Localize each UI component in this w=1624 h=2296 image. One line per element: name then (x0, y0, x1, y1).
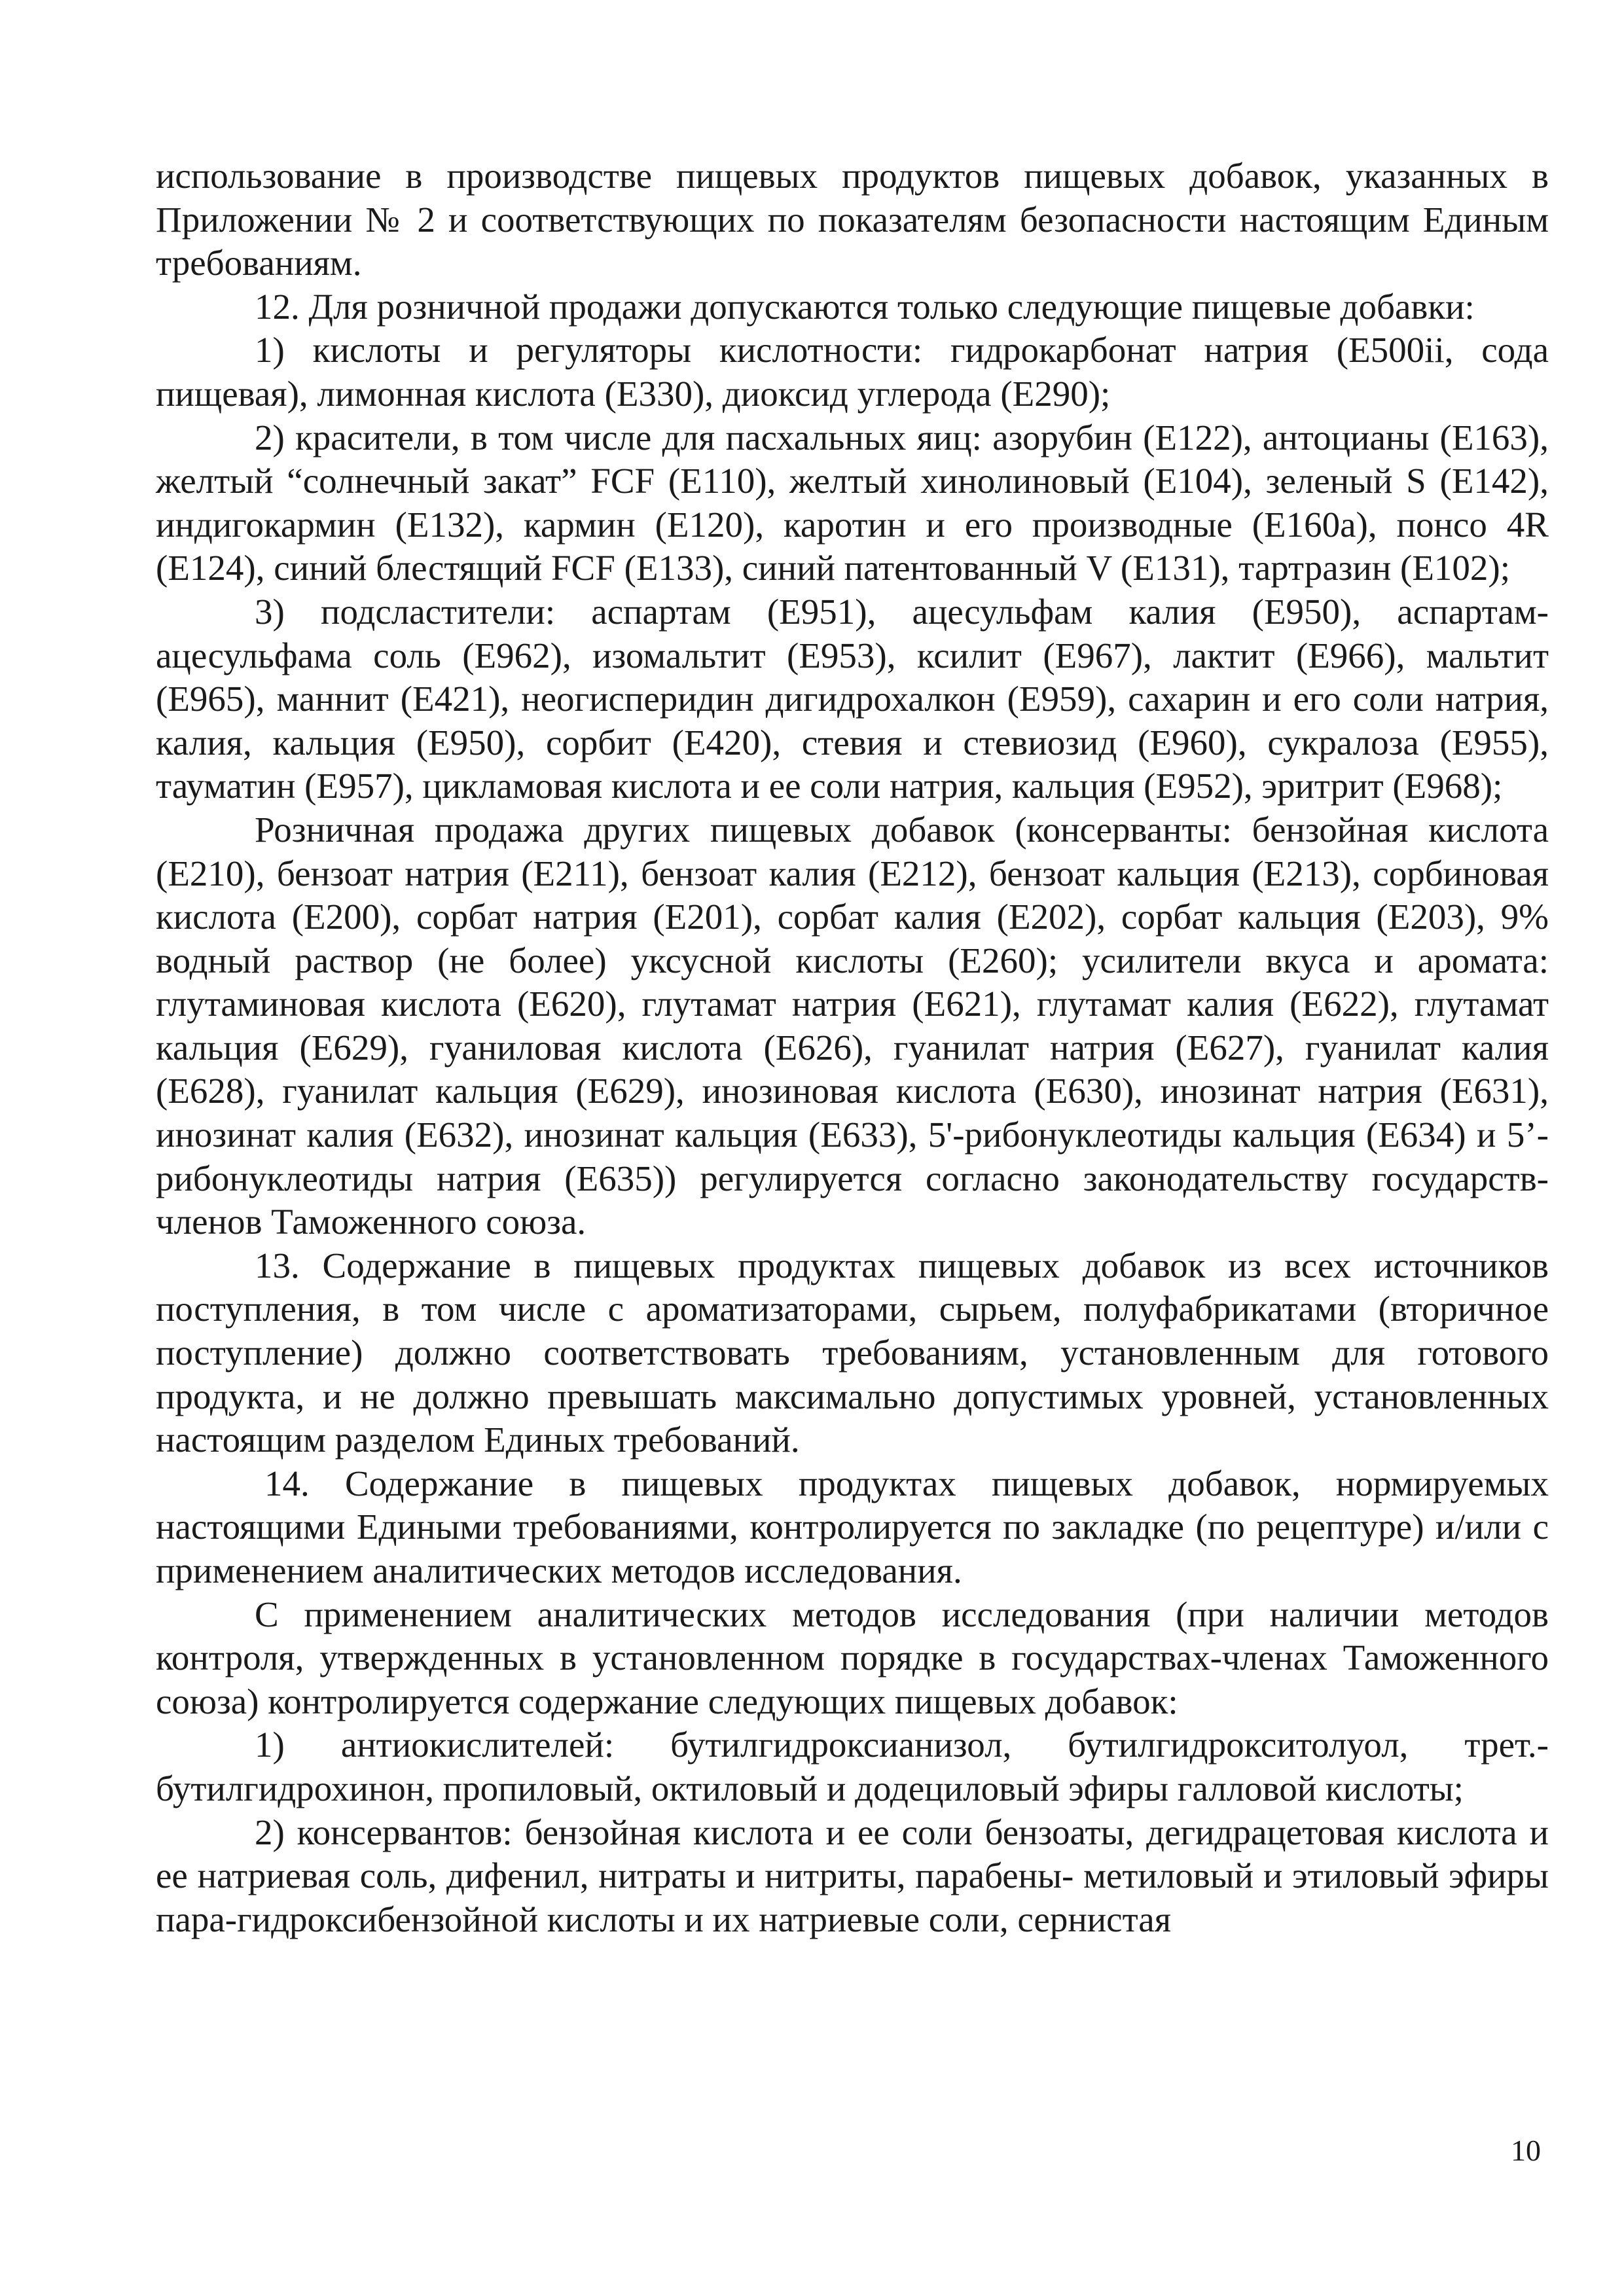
paragraph-retail-other: Розничная продажа других пищевых добавок (консерванты: бензойная кислота (Е210), бензоат натрия (Е211), бензоат калия (Е212), бензоат кальция (Е213), сорбиновая кислота (Е200), сорбат натрия (Е201), сорбат калия (Е202), сорбат кальция (Е203), 9% водный раствор (не более) уксусной кислоты (Е260); усилители вкуса и аромата: глутаминовая кислота (Е620), глутамат натрия (Е621), глутамат калия (Е622), глутамат кальция (Е629), гуаниловая кислота (Е626), гуанилат натрия (Е627), гуанилат калия (Е628), гуанилат кальция (Е629), инозиновая кислота (Е630), инозинат натрия (Е631), инозинат калия (Е632), инозинат кальция (Е633), 5'-рибонуклеотиды кальция (Е634) и 5’-рибонуклеотиды натрия (Е635)) регулируется согласно законодательству государств-членов Таможенного союза. (156, 809, 1549, 1242)
paragraph-item-13: 13. Содержание в пищевых продуктах пищевых добавок из всех источников поступления, в том числе с ароматизаторами, сырьем, полуфабрикатами (вторичное поступление) должно соответствовать требованиям, установленным для готового продукта, и не должно превышать максимально допустимых уровней, установленных настоящим разделом Единых требований. (156, 1245, 1549, 1460)
paragraph-acids: 1) кислоты и регуляторы кислотности: гидрокарбонат натрия (Е500ii, сода пищевая), лимонная кислота (Е330), диоксид углерода (Е290); (156, 330, 1549, 414)
paragraph-item-14: 14. Содержание в пищевых продуктах пищевых добавок, нормируемых настоящими Едиными требованиями, контролируется по закладке (по рецептуре) и/или с применением аналитических методов исследования. (156, 1463, 1549, 1590)
paragraph-colorants: 2) красители, в том числе для пасхальных яиц: азорубин (Е122), антоцианы (Е163), желтый “солнечный закат” FCF (Е110), желтый хинолиновый (Е104), зеленый S (Е142), индигокармин (Е132), кармин (Е120), каротин и его производные (Е160а), понсо 4R (Е124), синий блестящий FCF (Е133), синий патентованный V (Е131), тартразин (Е102); (156, 417, 1549, 588)
paragraph-analytical-methods: С применением аналитических методов исследования (при наличии методов контроля, утвержденных в установленном порядке в государствах-членах Таможенного союза) контролируется содержание следующих пищевых добавок: (156, 1594, 1549, 1721)
paragraph-preservatives: 2) консервантов: бензойная кислота и ее соли бензоаты, дегидрацетовая кислота и ее натриевая соль, дифенил, нитраты и нитриты, парабены- метиловый и этиловый эфиры пара-гидроксибензойной кислоты и их натриевые соли, сернистая (156, 1812, 1549, 1939)
paragraph-continuation: использование в производстве пищевых продуктов пищевых добавок, указанных в Приложении № 2 и соответствующих по показателям безопасности настоящим Единым требованиям. (156, 156, 1549, 283)
page-number: 10 (1511, 2134, 1541, 2167)
paragraph-antioxidants: 1) антиокислителей: бутилгидроксианизол, бутилгидрокситолуол, трет.-бутилгидрохинон, пропиловый, октиловый и додециловый эфиры галловой кислоты; (156, 1725, 1549, 1808)
paragraph-item-12: 12. Для розничной продажи допускаются только следующие пищевые добавки: (255, 286, 1475, 327)
body-text (156, 154, 1549, 1941)
paragraph-sweeteners: 3) подсластители: аспартам (Е951), ацесульфам калия (Е950), аспартам-ацесульфама соль (Е962), изомальтит (Е953), ксилит (Е967), лактит (Е966), мальтит (Е965), маннит (Е421), неогисперидин дигидрохалкон (Е959), сахарин и его соли натрия, калия, кальция (Е950), сорбит (Е420), стевия и стевиозид (Е960), сукралоза (Е955), тауматин (Е957), цикламовая кислота и ее соли натрия, кальция (Е952), эритрит (Е968); (156, 591, 1549, 806)
